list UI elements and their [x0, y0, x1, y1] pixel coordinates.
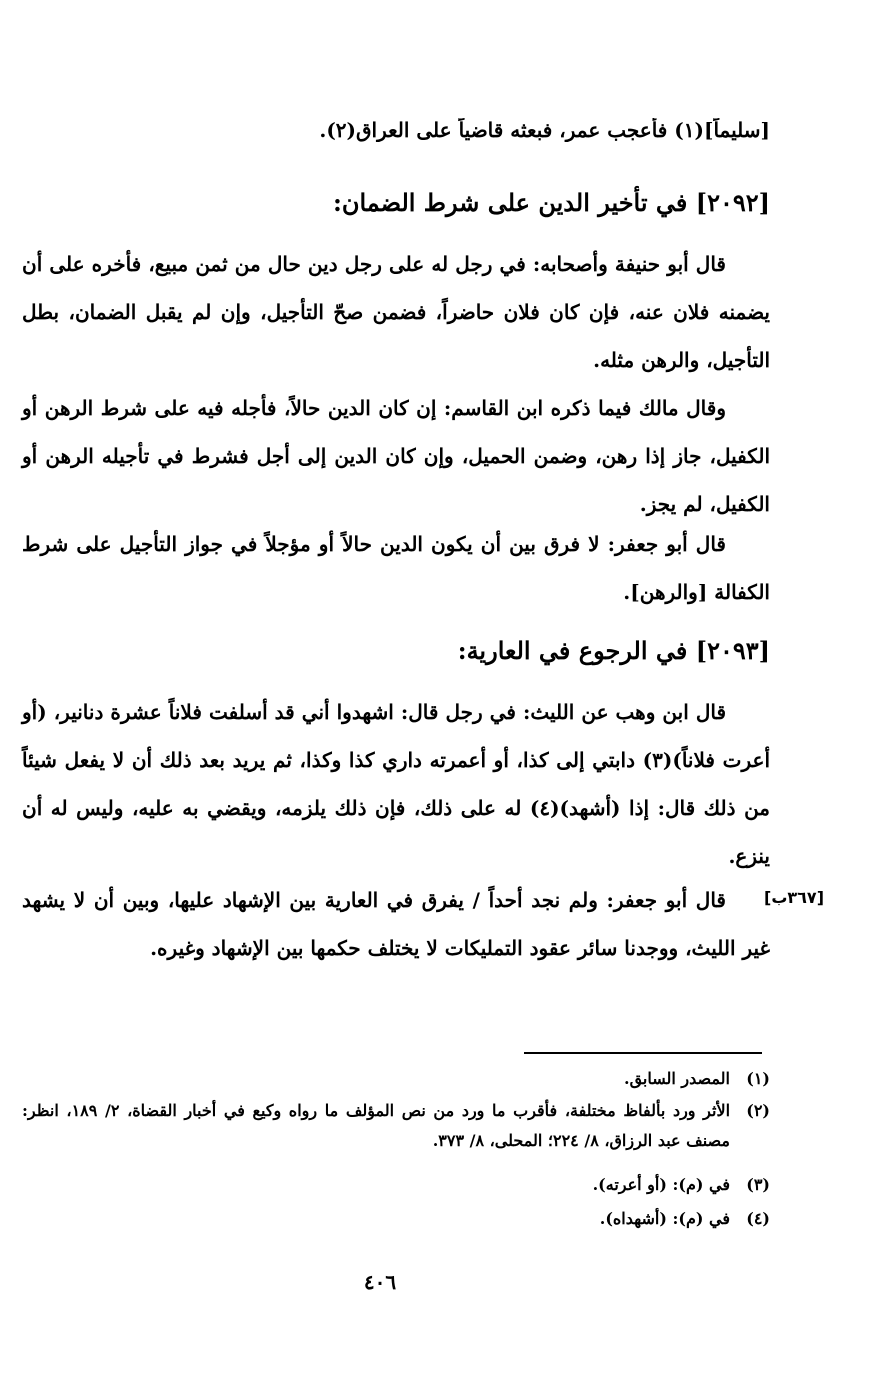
paragraph-abu-hanifa: قال أبو حنيفة وأصحابه: في رجل له على رجل دين حال من ثمن مبيع، فأخره على أن يضمنه فلان عنه، فإن كان فلان حاضراً، فضمن صحّ التأجيل، وإن لم يقبل الضمان، بطل التأجيل، والرهن مثله. — [22, 252, 770, 372]
footnote-number: (٤) — [746, 1209, 770, 1228]
footnote-text: المصدر السابق. — [624, 1069, 730, 1088]
paragraph-ibn-wahb: قال ابن وهب عن الليث: في رجل قال: اشهدوا أني قد أسلفت فلاناً عشرة دنانير، (أو أعرت فلاناً)(٣) دابتي إلى كذا، أو أعمرته داري كذا وكذا، ثم يريد بعد ذلك أن لا يفعل شيئاً من ذلك قال: إذا (أشهد)(٤) له على ذلك، فإن ذلك يلزمه، ويقضي به عليه، وليس له أن ينزع. — [22, 700, 771, 868]
intro-line: [سليماً](١) فأعجب عمر، فبعثه قاضياً على العراق(٢). — [319, 118, 770, 142]
footnote-text: في (م): (أشهداه). — [599, 1209, 730, 1228]
margin-folio-reference: [٣٦٧ب] — [764, 888, 824, 907]
footnote-divider — [524, 1052, 762, 1054]
section-heading-2092: [٢٠٩٢] في تأخير الدين على شرط الضمان: — [332, 188, 770, 217]
footnote-1 — [22, 1064, 770, 1094]
footnote-number: (١) — [746, 1069, 770, 1088]
paragraph-abu-jafar-1: قال أبو جعفر: لا فرق بين أن يكون الدين حالاً أو مؤجلاً في جواز التأجيل على شرط الكفالة [والرهن]. — [22, 532, 770, 604]
footnote-number: (٣) — [746, 1175, 770, 1194]
section-heading-2093: [٢٠٩٣] في الرجوع في العارية: — [457, 636, 770, 665]
page-number: ٤٠٦ — [363, 1270, 397, 1294]
paragraph-abu-jafar-2: قال أبو جعفر: ولم نجد أحداً / يفرق في العارية بين الإشهاد عليها، وبين أن لا يشهد غير الليث، ووجدنا سائر عقود التمليكات لا يختلف حكمها بين الإشهاد وغيره. — [22, 888, 770, 960]
paragraph-malik: وقال مالك فيما ذكره ابن القاسم: إن كان الدين حالاً، فأجله فيه على شرط الرهن أو الكفيل، جاز إذا رهن، وضمن الحميل، وإن كان الدين إلى أجل فشرط في تأجيله الرهن أو الكفيل، لم يجز. — [22, 396, 770, 516]
footnote-text: الأثر ورد بألفاظ مختلفة، فأقرب ما ورد من نص المؤلف ما رواه وكيع في أخبار القضاة، ٢/ ١٨٩، انظر: مصنف عبد الرزاق، ٨/ ٢٢٤؛ المحلى، ٨/ ٣٧٣. — [22, 1101, 731, 1150]
footnote-2 — [22, 1096, 770, 1156]
footnote-4 — [22, 1204, 770, 1234]
footnote-number: (٢) — [746, 1101, 770, 1120]
footnote-text: في (م): (أو أعرته). — [592, 1175, 730, 1194]
footnote-3 — [22, 1170, 770, 1200]
